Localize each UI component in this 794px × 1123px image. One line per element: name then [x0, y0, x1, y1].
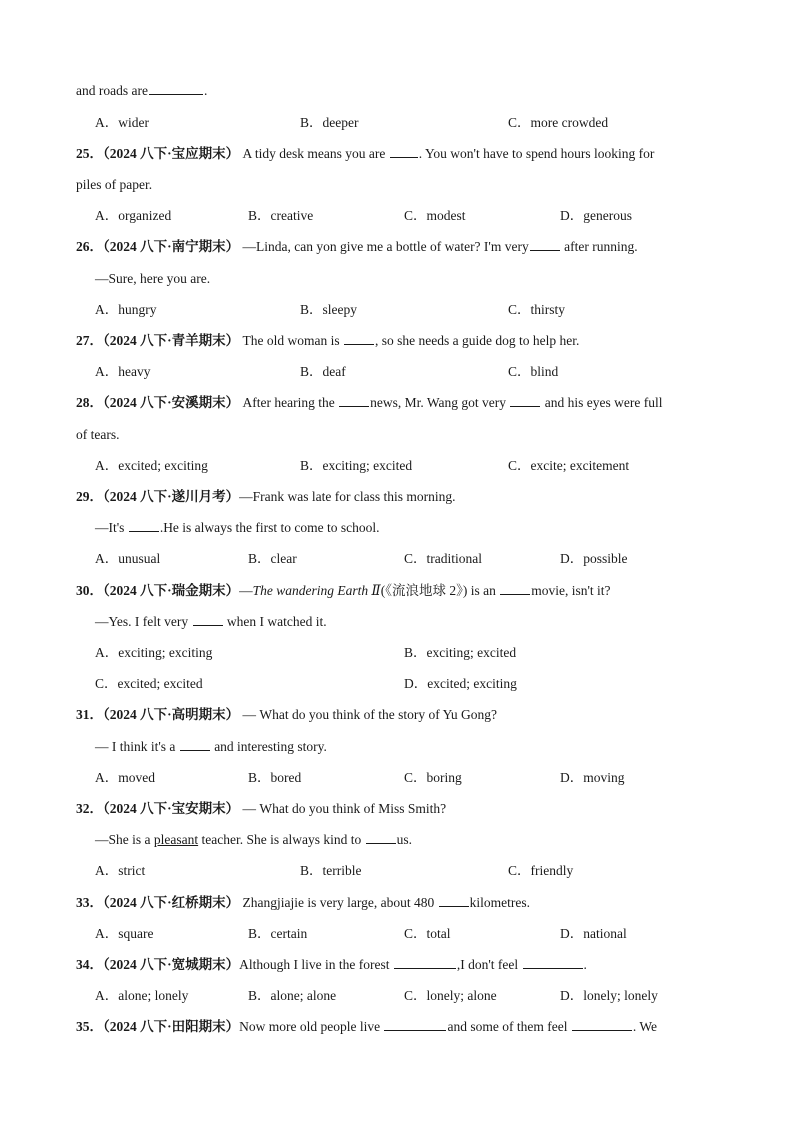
answer-blank [523, 956, 583, 969]
answer-blank [390, 145, 418, 158]
option-c: C．excited; excited [95, 676, 203, 691]
option-d: D．lonely; lonely [560, 988, 658, 1003]
option-c: C．thirsty [508, 302, 566, 317]
question-33: 33．（2024 八下·红桥期末） Zhangjiajie is very large, about 480 kilometres. [76, 895, 530, 910]
option-d: D．generous [560, 208, 632, 223]
answer-blank [366, 831, 396, 844]
answer-blank [180, 738, 210, 751]
question-28: 28．（2024 八下·安溪期末） After hearing the news, Mr. Wang got very and his eyes were full [76, 395, 663, 410]
option-c: C．boring [404, 770, 462, 785]
option-a: A．heavy [95, 364, 151, 379]
question-27: 27．（2024 八下·青羊期末） The old woman is , so she needs a guide dog to help her. [76, 333, 580, 348]
question-31: 31．（2024 八下·高明期末） — What do you think of the story of Yu Gong? [76, 707, 497, 722]
option-a: A．organized [95, 208, 172, 223]
option-a: A．exciting; exciting [95, 645, 213, 660]
option-a: A．wider [95, 115, 149, 130]
option-d: D．possible [560, 551, 628, 566]
option-b: B．alone; alone [248, 988, 337, 1003]
option-b: B．terrible [300, 863, 362, 878]
question-25-line2: piles of paper. [76, 177, 153, 192]
continuation-line: and roads are . [76, 83, 208, 98]
movie-title: The wandering Earth Ⅱ [252, 583, 381, 598]
answer-blank [500, 582, 530, 595]
option-b: B．exciting; excited [300, 458, 413, 473]
option-c: C．traditional [404, 551, 482, 566]
answer-blank [394, 956, 456, 969]
question-29: 29．（2024 八下·遂川月考）—Frank was late for class this morning. [76, 489, 456, 504]
option-d: D．national [560, 926, 627, 941]
option-a: A．square [95, 926, 154, 941]
option-c: C．modest [404, 208, 466, 223]
question-32: 32．（2024 八下·宝安期末） — What do you think of Miss Smith? [76, 801, 447, 816]
option-b: B．sleepy [300, 302, 357, 317]
option-c: C．total [404, 926, 451, 941]
question-26: 26．（2024 八下·南宁期末） —Linda, can yon give me a bottle of water? I'm very after running. [76, 239, 638, 254]
option-c: C．excite; excitement [508, 458, 630, 473]
answer-blank [384, 1018, 446, 1031]
question-29-line2: —It's .He is always the first to come to school. [95, 520, 380, 535]
answer-blank [339, 394, 369, 407]
answer-blank [193, 613, 223, 626]
answer-blank [344, 332, 374, 345]
option-a: A．unusual [95, 551, 161, 566]
answer-blank [129, 519, 159, 532]
answer-blank [572, 1018, 632, 1031]
option-a: A．hungry [95, 302, 157, 317]
option-d: D．excited; exciting [404, 676, 517, 691]
question-34: 34．（2024 八下·宽城期末）Although I live in the forest ,I don't feel . [76, 957, 587, 972]
question-30-line2: —Yes. I felt very when I watched it. [95, 614, 327, 629]
question-30: 30．（2024 八下·瑞金期末）—The wandering Earth Ⅱ(《流浪地球 2》) is an movie, isn't it? [76, 583, 611, 598]
question-35: 35．（2024 八下·田阳期末）Now more old people live and some of them feel . We [76, 1019, 657, 1034]
option-a: A．strict [95, 863, 146, 878]
option-a: A．excited; exciting [95, 458, 208, 473]
underlined-word: pleasant [153, 832, 199, 847]
option-c: C．lonely; alone [404, 988, 497, 1003]
option-c: C．friendly [508, 863, 574, 878]
answer-blank [510, 394, 540, 407]
option-a: A．moved [95, 770, 155, 785]
option-b: B．exciting; excited [404, 645, 517, 660]
question-32-line2: —She is a pleasant teacher. She is always kind to us. [95, 832, 412, 847]
answer-blank [439, 894, 469, 907]
option-b: B．deaf [300, 364, 346, 379]
option-c: C．blind [508, 364, 559, 379]
answer-blank [149, 82, 203, 95]
option-b: B．creative [248, 208, 314, 223]
question-26-line2: —Sure, here you are. [95, 271, 211, 286]
question-25: 25．（2024 八下·宝应期末） A tidy desk means you are . You won't have to spend hours looking for [76, 146, 655, 161]
option-b: B．certain [248, 926, 308, 941]
option-b: B．clear [248, 551, 297, 566]
question-31-line2: — I think it's a and interesting story. [95, 739, 327, 754]
option-b: B．bored [248, 770, 302, 785]
option-b: B．deeper [300, 115, 359, 130]
question-28-line2: of tears. [76, 427, 120, 442]
option-d: D．moving [560, 770, 625, 785]
answer-blank [530, 238, 560, 251]
option-c: C．more crowded [508, 115, 609, 130]
option-a: A．alone; lonely [95, 988, 189, 1003]
